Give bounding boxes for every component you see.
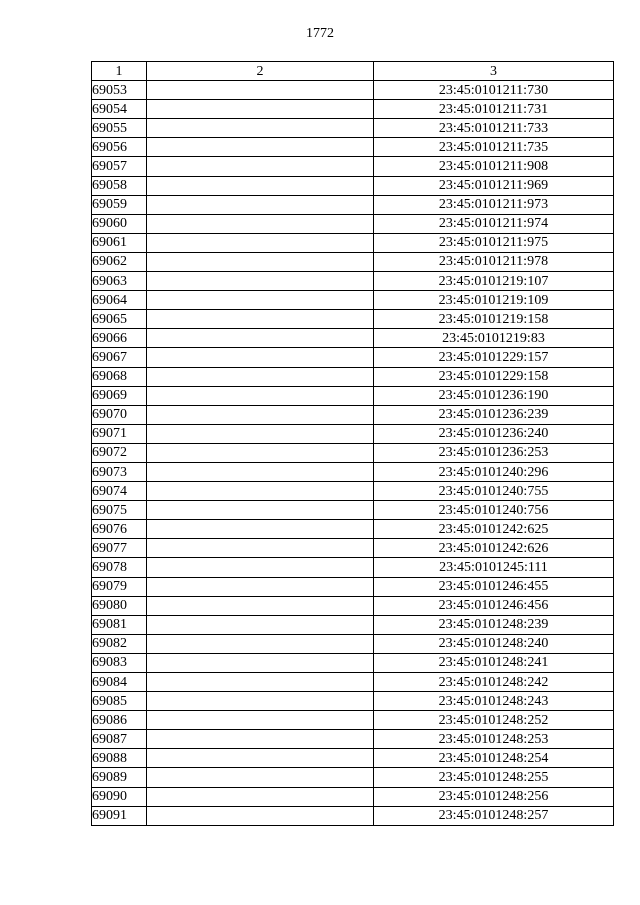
table-row: [92, 176, 614, 195]
row-number-cell: 69090: [92, 787, 147, 806]
table-row: [92, 100, 614, 119]
table-row: [92, 634, 614, 653]
column-2-cell: [147, 653, 374, 672]
column-header-3: 3: [374, 62, 614, 81]
row-number-cell: 69064: [92, 291, 147, 310]
column-2-cell: [147, 348, 374, 367]
cadastral-number-cell: 23:45:0101248:257: [374, 806, 614, 825]
table-row: [92, 272, 614, 291]
column-2-cell: [147, 329, 374, 348]
cadastral-number-cell: 23:45:0101219:109: [374, 291, 614, 310]
column-2-cell: [147, 138, 374, 157]
row-number-cell: 69087: [92, 730, 147, 749]
table-row: [92, 730, 614, 749]
table-row: [92, 653, 614, 672]
column-2-cell: [147, 539, 374, 558]
cadastral-number-cell: 23:45:0101236:253: [374, 443, 614, 462]
cadastral-number-cell: 23:45:0101211:908: [374, 157, 614, 176]
row-number-cell: 69063: [92, 272, 147, 291]
table-row: [92, 157, 614, 176]
table-row: [92, 520, 614, 539]
column-2-cell: [147, 176, 374, 195]
row-number-cell: 69083: [92, 653, 147, 672]
column-2-cell: [147, 806, 374, 825]
column-2-cell: [147, 730, 374, 749]
column-2-cell: [147, 157, 374, 176]
cadastral-number-cell: 23:45:0101242:625: [374, 520, 614, 539]
row-number-cell: 69065: [92, 310, 147, 329]
column-2-cell: [147, 252, 374, 271]
table-row: [92, 386, 614, 405]
column-2-cell: [147, 81, 374, 100]
table-row: [92, 787, 614, 806]
column-2-cell: [147, 100, 374, 119]
table-row: [92, 673, 614, 692]
column-2-cell: [147, 673, 374, 692]
table-row: [92, 119, 614, 138]
cadastral-number-cell: 23:45:0101229:157: [374, 348, 614, 367]
table-row: [92, 214, 614, 233]
row-number-cell: 69085: [92, 692, 147, 711]
table-row: [92, 195, 614, 214]
cadastral-number-cell: 23:45:0101246:456: [374, 596, 614, 615]
row-number-cell: 69056: [92, 138, 147, 157]
cadastral-number-cell: 23:45:0101211:975: [374, 233, 614, 252]
row-number-cell: 69070: [92, 405, 147, 424]
cadastral-number-cell: 23:45:0101219:158: [374, 310, 614, 329]
column-2-cell: [147, 501, 374, 520]
cadastral-number-cell: 23:45:0101211:733: [374, 119, 614, 138]
row-number-cell: 69082: [92, 634, 147, 653]
cadastral-number-cell: 23:45:0101248:242: [374, 673, 614, 692]
column-2-cell: [147, 386, 374, 405]
column-2-cell: [147, 558, 374, 577]
cadastral-number-cell: 23:45:0101219:107: [374, 272, 614, 291]
table-row: [92, 405, 614, 424]
table-row: [92, 577, 614, 596]
cadastral-number-cell: 23:45:0101211:978: [374, 252, 614, 271]
table-row: [92, 462, 614, 481]
cadastral-number-cell: 23:45:0101229:158: [374, 367, 614, 386]
column-2-cell: [147, 692, 374, 711]
column-2-cell: [147, 787, 374, 806]
row-number-cell: 69084: [92, 673, 147, 692]
table-row: [92, 367, 614, 386]
row-number-cell: 69078: [92, 558, 147, 577]
row-number-cell: 69066: [92, 329, 147, 348]
column-2-cell: [147, 596, 374, 615]
table-row: [92, 233, 614, 252]
cadastral-number-cell: 23:45:0101248:239: [374, 615, 614, 634]
cadastral-number-cell: 23:45:0101211:974: [374, 214, 614, 233]
table-row: [92, 81, 614, 100]
column-2-cell: [147, 482, 374, 501]
cadastral-number-cell: 23:45:0101248:243: [374, 692, 614, 711]
table-row: [92, 768, 614, 787]
cadastral-number-cell: 23:45:0101211:730: [374, 81, 614, 100]
row-number-cell: 69074: [92, 482, 147, 501]
column-2-cell: [147, 749, 374, 768]
table-row: [92, 138, 614, 157]
cadastral-number-cell: 23:45:0101211:973: [374, 195, 614, 214]
table-row: [92, 348, 614, 367]
column-2-cell: [147, 462, 374, 481]
column-header-1: 1: [92, 62, 147, 81]
cadastral-number-cell: 23:45:0101211:731: [374, 100, 614, 119]
row-number-cell: 69089: [92, 768, 147, 787]
cadastral-number-cell: 23:45:0101248:256: [374, 787, 614, 806]
row-number-cell: 69075: [92, 501, 147, 520]
row-number-cell: 69053: [92, 81, 147, 100]
cadastral-number-cell: 23:45:0101236:239: [374, 405, 614, 424]
row-number-cell: 69068: [92, 367, 147, 386]
cadastral-number-cell: 23:45:0101240:296: [374, 462, 614, 481]
table-row: [92, 482, 614, 501]
row-number-cell: 69054: [92, 100, 147, 119]
column-2-cell: [147, 195, 374, 214]
table-row: [92, 501, 614, 520]
table-row: [92, 443, 614, 462]
column-2-cell: [147, 520, 374, 539]
cadastral-number-cell: 23:45:0101248:241: [374, 653, 614, 672]
row-number-cell: 69076: [92, 520, 147, 539]
row-number-cell: 69069: [92, 386, 147, 405]
cadastral-number-cell: 23:45:0101219:83: [374, 329, 614, 348]
row-number-cell: 69062: [92, 252, 147, 271]
cadastral-number-cell: 23:45:0101248:255: [374, 768, 614, 787]
cadastral-number-cell: 23:45:0101240:755: [374, 482, 614, 501]
column-2-cell: [147, 711, 374, 730]
row-number-cell: 69086: [92, 711, 147, 730]
row-number-cell: 69059: [92, 195, 147, 214]
header-row: [92, 62, 614, 81]
column-2-cell: [147, 272, 374, 291]
row-number-cell: 69058: [92, 176, 147, 195]
column-2-cell: [147, 310, 374, 329]
cadastral-number-cell: 23:45:0101246:455: [374, 577, 614, 596]
column-2-cell: [147, 424, 374, 443]
cadastral-number-cell: 23:45:0101236:190: [374, 386, 614, 405]
table-header: [92, 62, 614, 81]
row-number-cell: 69061: [92, 233, 147, 252]
cadastral-number-cell: 23:45:0101248:240: [374, 634, 614, 653]
cadastral-number-cell: 23:45:0101240:756: [374, 501, 614, 520]
table-row: [92, 615, 614, 634]
row-number-cell: 69055: [92, 119, 147, 138]
table-row: [92, 424, 614, 443]
cadastral-number-cell: 23:45:0101242:626: [374, 539, 614, 558]
cadastral-number-cell: 23:45:0101248:254: [374, 749, 614, 768]
row-number-cell: 69071: [92, 424, 147, 443]
row-number-cell: 69067: [92, 348, 147, 367]
row-number-cell: 69057: [92, 157, 147, 176]
cadastral-number-cell: 23:45:0101236:240: [374, 424, 614, 443]
registry-table: [91, 61, 614, 826]
cadastral-number-cell: 23:45:0101245:111: [374, 558, 614, 577]
column-2-cell: [147, 615, 374, 634]
table-row: [92, 539, 614, 558]
column-2-cell: [147, 768, 374, 787]
cadastral-number-cell: 23:45:0101248:252: [374, 711, 614, 730]
table-row: [92, 558, 614, 577]
row-number-cell: 69077: [92, 539, 147, 558]
page-number: 1772: [306, 26, 334, 41]
row-number-cell: 69081: [92, 615, 147, 634]
row-number-cell: 69091: [92, 806, 147, 825]
table-body: [92, 81, 614, 826]
column-2-cell: [147, 214, 374, 233]
table-row: [92, 711, 614, 730]
column-2-cell: [147, 233, 374, 252]
table-row: [92, 806, 614, 825]
row-number-cell: 69079: [92, 577, 147, 596]
column-2-cell: [147, 291, 374, 310]
row-number-cell: 69072: [92, 443, 147, 462]
column-2-cell: [147, 405, 374, 424]
table-row: [92, 692, 614, 711]
column-2-cell: [147, 367, 374, 386]
cadastral-number-cell: 23:45:0101211:735: [374, 138, 614, 157]
column-2-cell: [147, 577, 374, 596]
table-row: [92, 252, 614, 271]
table-row: [92, 749, 614, 768]
column-2-cell: [147, 119, 374, 138]
column-2-cell: [147, 443, 374, 462]
row-number-cell: 69073: [92, 462, 147, 481]
cadastral-number-cell: 23:45:0101211:969: [374, 176, 614, 195]
cadastral-number-cell: 23:45:0101248:253: [374, 730, 614, 749]
column-2-cell: [147, 634, 374, 653]
column-header-2: 2: [147, 62, 374, 81]
table-row: [92, 310, 614, 329]
row-number-cell: 69088: [92, 749, 147, 768]
row-number-cell: 69080: [92, 596, 147, 615]
table-row: [92, 291, 614, 310]
table-row: [92, 329, 614, 348]
table-row: [92, 596, 614, 615]
row-number-cell: 69060: [92, 214, 147, 233]
